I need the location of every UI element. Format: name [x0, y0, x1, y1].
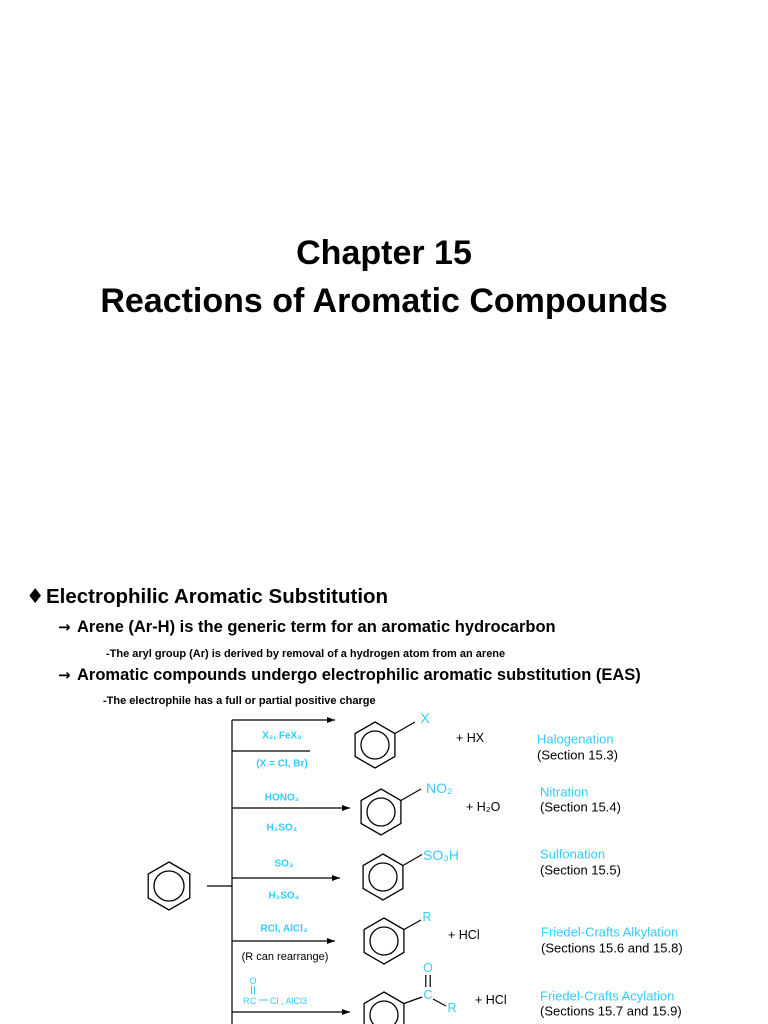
byproduct-label: + HCl — [448, 928, 480, 942]
condition-label: (R can rearrange) — [241, 951, 329, 963]
acyl-chloride-reagent — [243, 976, 307, 1006]
bullet-point — [58, 617, 556, 637]
acyl-r-label: R — [447, 1001, 457, 1015]
section-heading-text: Electrophilic Aromatic Substitution — [46, 585, 389, 608]
section-reference: (Section 15.5) — [540, 862, 621, 878]
byproduct-label: + H₂O — [466, 800, 501, 814]
substituent-bond — [395, 722, 415, 734]
substituent-label: NO₂ — [426, 780, 453, 796]
substituent-label: R — [422, 910, 432, 924]
chapter-title: Chapter 15 — [296, 234, 472, 272]
reaction-nitration — [232, 780, 621, 835]
reaction-name: Sulfonation — [540, 846, 606, 862]
reagent-carbon: C — [250, 996, 257, 1006]
reagent-r-group: R — [243, 996, 250, 1006]
substituent-bond — [403, 855, 422, 866]
product-benzene-ring — [355, 722, 395, 768]
reagent-label: SO₃ — [274, 858, 294, 870]
reaction-friedel-crafts-acylation — [232, 961, 682, 1024]
section-reference: (Section 15.3) — [537, 747, 618, 763]
byproduct-label: + HX — [456, 731, 485, 745]
section-reference: (Section 15.4) — [540, 799, 621, 815]
section-reference: (Sections 15.6 and 15.8) — [541, 940, 683, 956]
substituent-label: SO₃H — [423, 847, 460, 863]
substituent-label: X — [420, 710, 430, 726]
bullet-note: -The aryl group (Ar) is derived by removal of a hydrogen atom from an arene — [106, 648, 506, 660]
reaction-name: Friedel-Crafts Alkylation — [541, 924, 679, 940]
reagent-label: RCl, AlCl₃ — [260, 923, 308, 935]
reagent-label: X₂, FeX₃ — [262, 730, 302, 742]
reaction-name: Halogenation — [537, 731, 614, 747]
reagent-carbonyl-oxygen: O — [249, 976, 257, 986]
reaction-friedel-crafts-alkylation — [232, 910, 683, 964]
bullet-point — [58, 665, 641, 685]
product-benzene-ring — [363, 854, 403, 900]
bullet-note: -The electrophile has a full or partial positive charge — [103, 695, 376, 707]
chapter-subtitle: Reactions of Aromatic Compounds — [100, 282, 668, 320]
reagent-catalyst: , AlCl3 — [281, 996, 308, 1006]
product-benzene-ring — [364, 918, 404, 964]
reaction-sulfonation — [232, 847, 621, 902]
section-reference: (Sections 15.7 and 15.9) — [540, 1003, 682, 1019]
reaction-halogenation — [232, 710, 618, 770]
product-benzene-ring — [364, 992, 404, 1024]
acyl-carbon-label: C — [423, 988, 433, 1002]
acyl-r-bond — [433, 999, 446, 1006]
diamond-bullet-icon: ♦ — [26, 584, 45, 608]
reaction-name: Friedel-Crafts Acylation — [540, 988, 675, 1004]
substituent-bond — [404, 920, 421, 930]
arrow-right-icon: → — [58, 618, 71, 636]
condition-label: (X = Cl, Br) — [256, 758, 308, 770]
substituent-bond — [401, 789, 421, 801]
acyl-oxygen-label: O — [423, 961, 433, 975]
reaction-name: Nitration — [540, 784, 589, 800]
bullet-point-text: Arene (Ar-H) is the generic term for an aromatic hydrocarbon — [77, 618, 556, 636]
reagent-label: HONO₂ — [264, 792, 300, 804]
substituent-bond — [404, 997, 422, 1004]
condition-label: H₂SO₄ — [266, 822, 298, 834]
section-heading — [26, 584, 388, 609]
product-benzene-ring — [361, 789, 401, 835]
aromatic-circle — [154, 871, 184, 901]
byproduct-label: + HCl — [475, 993, 507, 1007]
bullet-point-text: Aromatic compounds undergo electrophilic aromatic substitution (EAS) — [77, 666, 641, 684]
benzene-reactant — [148, 862, 190, 910]
arrow-right-icon: → — [58, 666, 71, 684]
reagent-leaving-group: Cl — [270, 996, 279, 1006]
condition-label: H₂SO₄ — [268, 890, 300, 902]
